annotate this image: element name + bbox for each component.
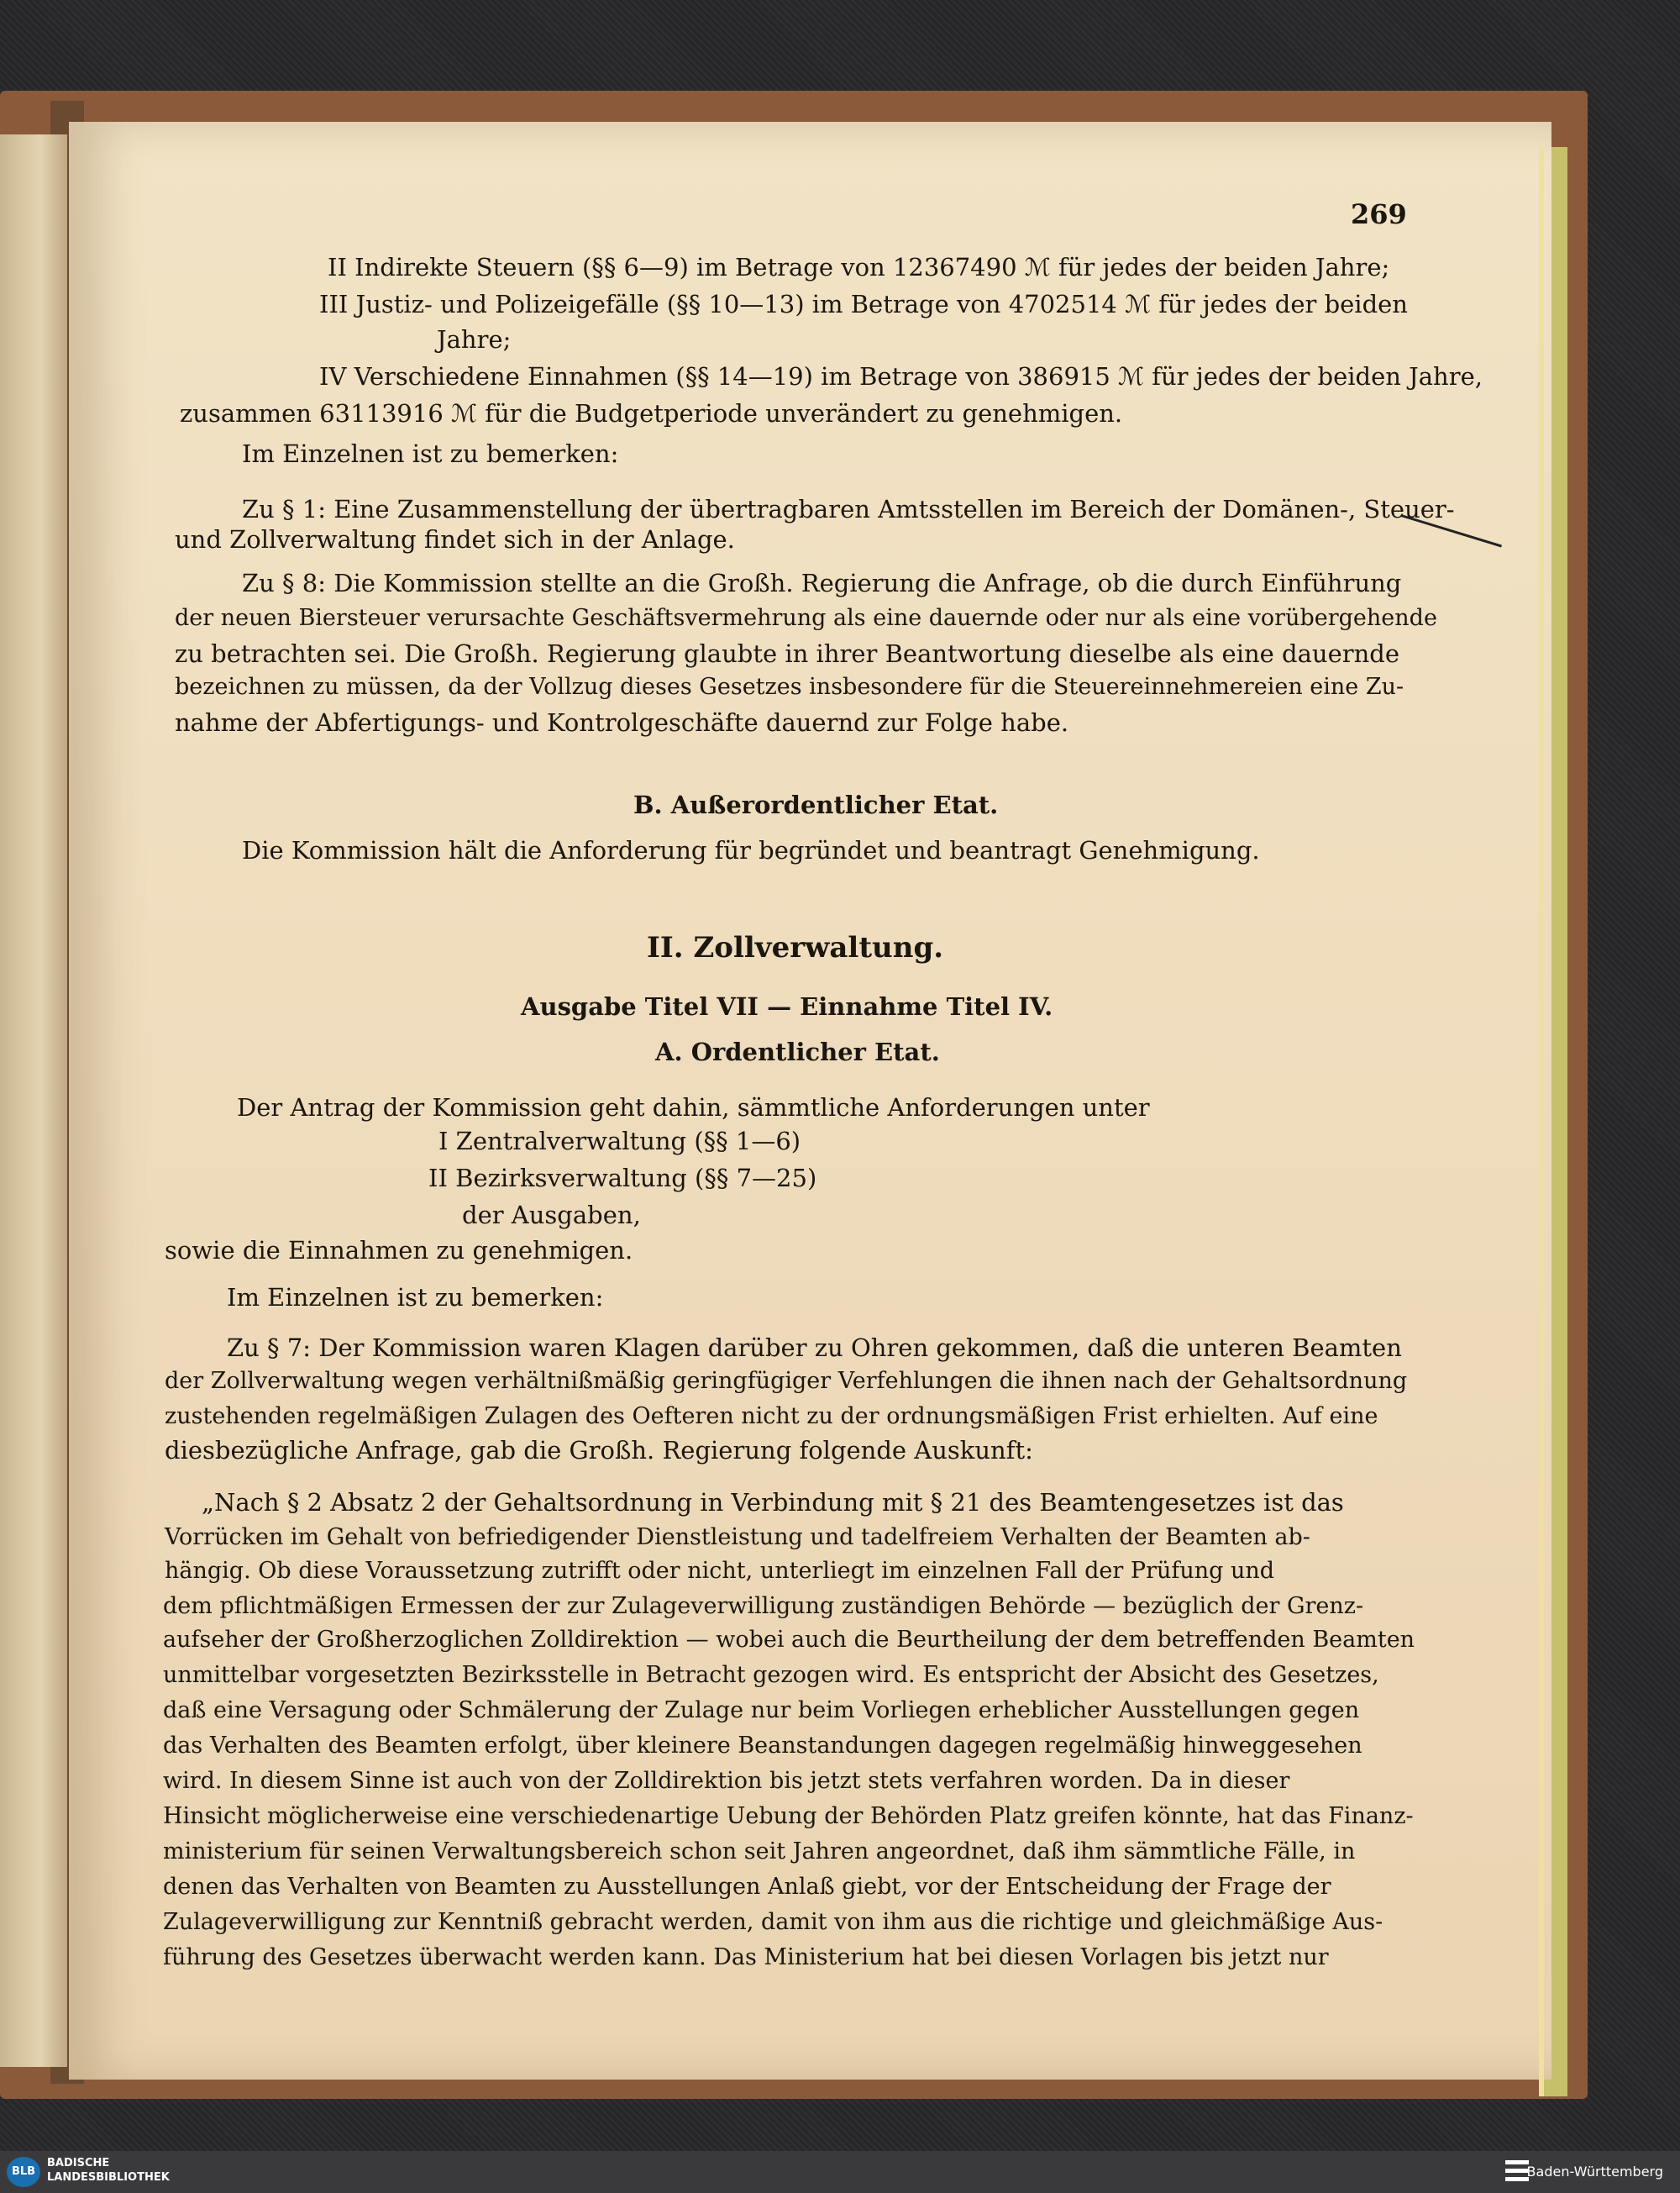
- blb-name-line2: LANDESBIBLIOTHEK: [47, 2171, 170, 2184]
- heading-ordentlicher-etat: A. Ordentlicher Etat.: [655, 1038, 940, 1066]
- line-bottom-15: denen das Verhalten von Beamten zu Ausstellungen Anlaß giebt, vor der Entscheidung der Frage der: [163, 1874, 1331, 1900]
- page-number: 269: [1351, 198, 1407, 230]
- line-bottom-0: Zu § 7: Der Kommission waren Klagen darüber zu Ohren gekommen, daß die unteren Beamten: [227, 1333, 1402, 1362]
- line-top-11: bezeichnen zu müssen, da der Vollzug dieses Gesetzes insbesondere für die Steuereinnehmereien eine Zu-: [175, 674, 1404, 700]
- line-bottom-5: Vorrücken im Gehalt von befriedigender Dienstleistung und tadelfreiem Verhalten der Beamten ab-: [165, 1524, 1310, 1550]
- line-top-3: IV Verschiedene Einnahmen (§§ 14—19) im Betrage von 386915 ℳ für jedes der beiden Jahre,: [319, 362, 1483, 391]
- line-top-9: der neuen Biersteuer verursachte Geschäftsvermehrung als eine dauernde oder nur als eine vorübergehende: [175, 605, 1437, 631]
- line-bottom-16: Zulageverwilligung zur Kenntniß gebracht werden, damit von ihm aus die richtige und gleichmäßige Aus-: [163, 1909, 1383, 1935]
- line-top-4: zusammen 63113916 ℳ für die Budgetperiode unverändert zu genehmigen.: [180, 399, 1123, 428]
- line-bottom-4: „Nach § 2 Absatz 2 der Gehaltsordnung in Verbindung mit § 21 des Beamtengesetzes ist das: [202, 1488, 1344, 1517]
- line-bottom-13: Hinsicht möglicherweise eine verschiedenartige Uebung der Behörden Platz greifen könnte, hat das Finanz-: [163, 1803, 1414, 1829]
- line-bottom-6: hängig. Ob diese Voraussetzung zutrifft oder nicht, unterliegt im einzelnen Fall der Prüfung und: [165, 1558, 1275, 1584]
- line-antrag-2: II Bezirksverwaltung (§§ 7—25): [428, 1164, 817, 1192]
- line-top-7: und Zollverwaltung findet sich in der Anlage.: [175, 525, 735, 554]
- viewer-footer: [0, 2151, 1680, 2193]
- line-bottom-10: daß eine Versagung oder Schmälerung der Zulage nur beim Vorliegen erheblicher Ausstellungen gegen: [163, 1697, 1360, 1723]
- line-bottom-9: unmittelbar vorgesetzten Bezirksstelle in Betracht gezogen wird. Es entspricht der Absicht des Gesetzes,: [163, 1662, 1379, 1688]
- line-bottom-7: dem pflichtmäßigen Ermessen der zur Zulageverwilligung zuständigen Behörde — bezüglich der Grenz-: [163, 1593, 1364, 1619]
- line-bottom-3: diesbezügliche Anfrage, gab die Großh. Regierung folgende Auskunft:: [165, 1436, 1033, 1465]
- line-antrag-5: Im Einzelnen ist zu bemerken:: [227, 1283, 604, 1312]
- line-top-2: Jahre;: [437, 325, 512, 354]
- heading-titel: Ausgabe Titel VII — Einnahme Titel IV.: [521, 992, 1053, 1021]
- left-page-edge: [0, 134, 67, 2067]
- page-edge-light: [1539, 147, 1544, 2096]
- line-b: Die Kommission hält die Anforderung für begründet und beantragt Genehmigung.: [242, 836, 1260, 865]
- line-top-6: Zu § 1: Eine Zusammenstellung der übertragbaren Amtsstellen im Bereich der Domänen-, Steuer-: [242, 495, 1455, 523]
- line-bottom-8: aufseher der Großherzoglichen Zolldirektion — wobei auch die Beurtheilung der dem betreffenden Beamten: [163, 1627, 1415, 1653]
- line-antrag-1: I Zentralverwaltung (§§ 1—6): [438, 1127, 801, 1155]
- line-bottom-12: wird. In diesem Sinne ist auch von der Zolldirektion bis jetzt stets verfahren worden. Da in dieser: [163, 1768, 1290, 1794]
- line-top-1: III Justiz- und Polizeigefälle (§§ 10—13) im Betrage von 4702514 ℳ für jedes der beiden: [319, 290, 1408, 318]
- line-top-8: Zu § 8: Die Kommission stellte an die Großh. Regierung die Anfrage, ob die durch Einführung: [242, 569, 1402, 597]
- line-antrag-3: der Ausgaben,: [462, 1201, 641, 1229]
- line-bottom-2: zustehenden regelmäßigen Zulagen des Oefteren nicht zu der ordnungsmäßigen Frist erhielten. Auf eine: [165, 1403, 1378, 1429]
- heading-ausserordentlicher-etat: B. Außerordentlicher Etat.: [633, 791, 999, 819]
- heading-zollverwaltung: II. Zollverwaltung.: [647, 931, 944, 965]
- line-top-0: II Indirekte Steuern (§§ 6—9) im Betrage von 12367490 ℳ für jedes der beiden Jahre;: [328, 253, 1390, 281]
- line-top-12: nahme der Abfertigungs- und Kontrolgeschäfte dauernd zur Folge habe.: [175, 708, 1069, 737]
- line-bottom-17: führung des Gesetzes überwacht werden kann. Das Ministerium hat bei diesen Vorlagen bis jetzt nur: [163, 1944, 1329, 1970]
- blb-logo[interactable]: BLB: [7, 2157, 40, 2187]
- blb-name[interactable]: [47, 2156, 170, 2185]
- line-bottom-14: ministerium für seinen Verwaltungsbereich schon seit Jahren angeordnet, daß ihm sämmtliche Fälle, in: [163, 1838, 1356, 1864]
- blb-name-line1: BADISCHE: [47, 2157, 110, 2169]
- line-top-5: Im Einzelnen ist zu bemerken:: [242, 439, 619, 468]
- line-antrag-0: Der Antrag der Kommission geht dahin, sämmtliche Anforderungen unter: [237, 1093, 1150, 1122]
- line-bottom-11: das Verhalten des Beamten erfolgt, über kleinere Beanstandungen dagegen regelmäßig hinweggesehen: [163, 1733, 1362, 1759]
- bw-label[interactable]: Baden-Württemberg: [1526, 2164, 1663, 2180]
- line-top-10: zu betrachten sei. Die Großh. Regierung glaubte in ihrer Beantwortung dieselbe als eine dauernde: [175, 639, 1400, 668]
- line-bottom-1: der Zollverwaltung wegen verhältnißmäßig geringfügiger Verfehlungen die ihnen nach der Gehaltsordnung: [165, 1368, 1408, 1394]
- line-antrag-4: sowie die Einnahmen zu genehmigen.: [165, 1236, 633, 1265]
